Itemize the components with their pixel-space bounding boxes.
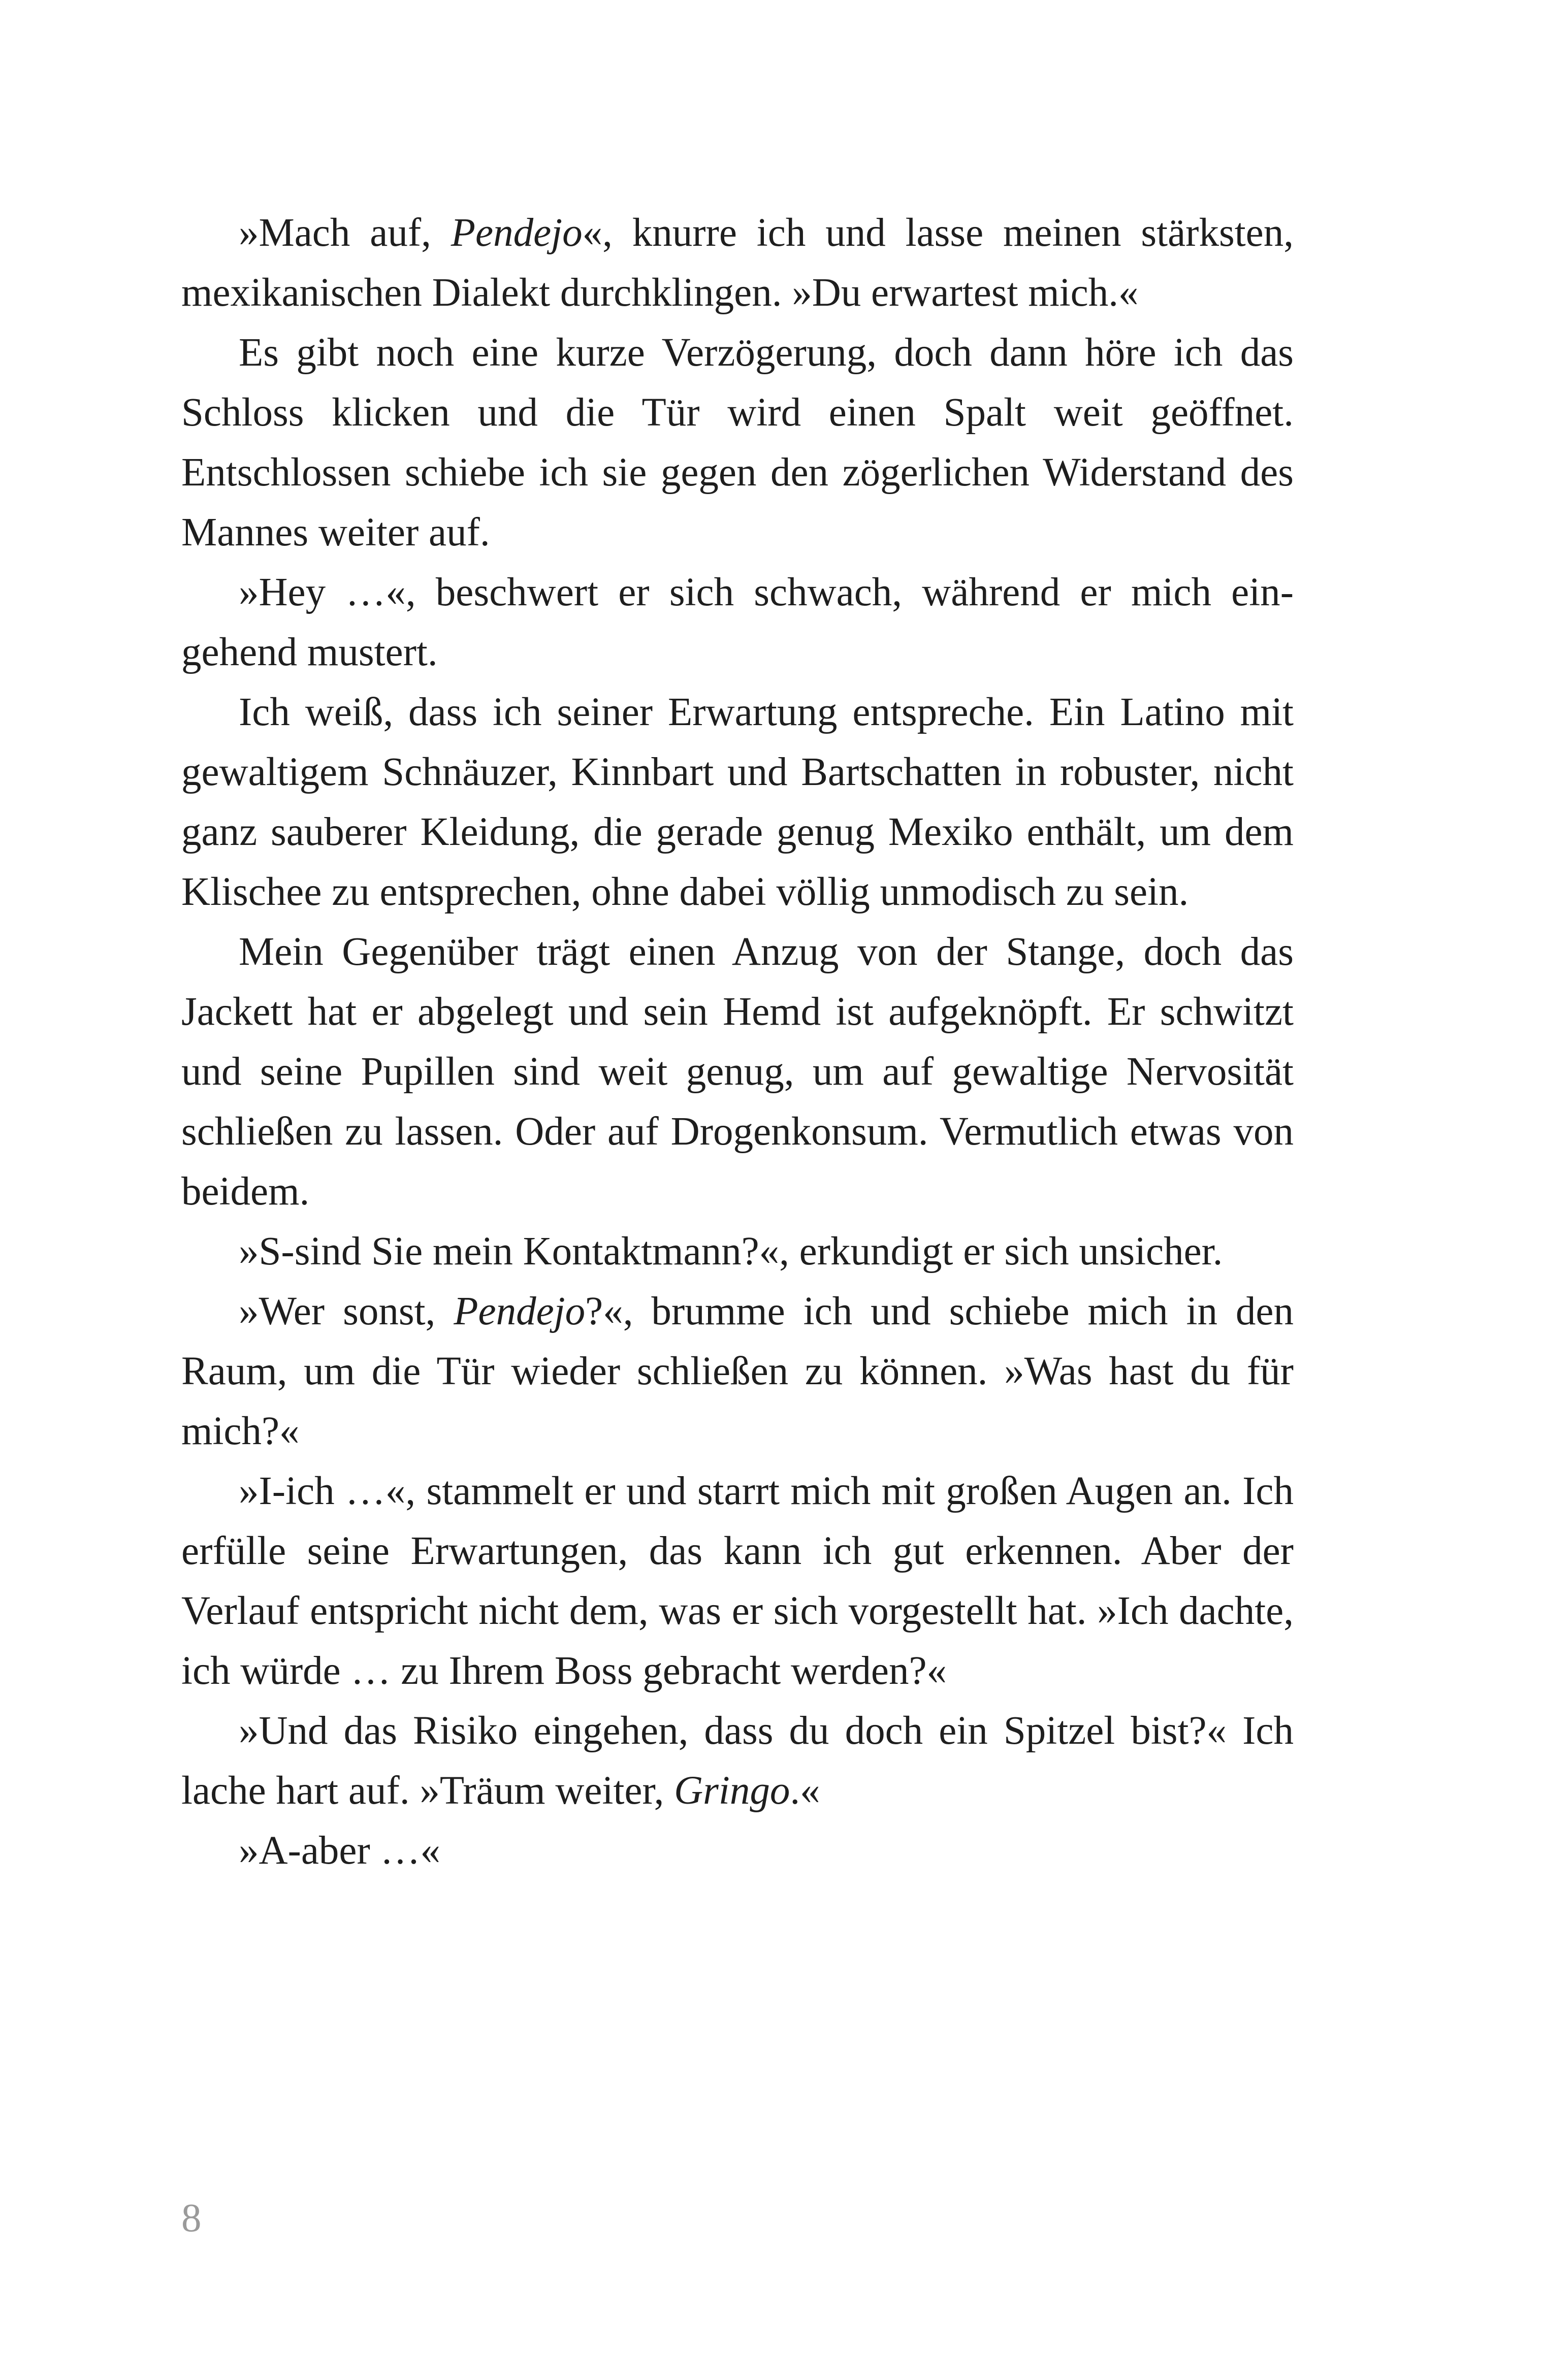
paragraph	[181, 1461, 1294, 1701]
text-run: »Und das Risiko eingehen, dass du doch ein Spitzel bist?« Ich lache hart auf. »Träum weiter,	[181, 1709, 1294, 1813]
italic-text: Pendejo	[451, 211, 583, 255]
paragraph	[181, 1821, 1294, 1881]
page-body	[181, 203, 1294, 1881]
paragraph	[181, 1282, 1294, 1461]
paragraph	[181, 203, 1294, 323]
text-run: Es gibt noch eine kurze Verzögerung, doch dann höre ich das Schloss klicken und die Tür wird einen Spalt weit geöffnet. Entschlossen schiebe ich sie gegen den zögerlichen Widerstand des Mannes weiter auf.	[181, 331, 1294, 555]
text-run: »S-sind Sie mein Kontaktmann?«, erkundigt er sich unsicher.	[239, 1229, 1223, 1274]
text-run: .«	[790, 1769, 820, 1813]
text-run: Mein Gegenüber trägt einen Anzug von der Stange, doch das Jackett hat er abgelegt und sein Hemd ist aufgeknöpft. Er schwitzt und seine Pupillen sind weit genug, um auf gewaltige Nervosität schließen zu lassen. Oder auf Drogenkonsum. Vermutlich etwas von beidem.	[181, 930, 1294, 1214]
text-run: »Mach auf,	[239, 211, 451, 255]
paragraph	[181, 1701, 1294, 1821]
paragraph	[181, 563, 1294, 682]
text-run: »Hey …«, beschwert er sich schwach, während er mich eingehend mustert.	[181, 570, 1294, 674]
text-run: »Wer sonst,	[239, 1289, 454, 1333]
paragraph	[181, 1222, 1294, 1282]
text-run: ?«, brumme ich und schiebe mich in den Raum, um die Tür wieder schließen zu können. »Was hast du für mich?«	[181, 1289, 1294, 1453]
paragraph	[181, 682, 1294, 922]
italic-text: Gringo	[674, 1769, 790, 1813]
italic-text: Pendejo	[454, 1289, 586, 1333]
paragraph	[181, 323, 1294, 563]
text-run: «, knurre ich und lasse meinen stärksten, mexikanischen Dialekt durchklingen. »Du erwartest mich.«	[181, 211, 1294, 315]
text-run: »I-ich …«, stammelt er und starrt mich mit großen Augen an. Ich erfülle seine Erwartungen, das kann ich gut erkennen. Aber der Verlauf entspricht nicht dem, was er sich vorgestellt hat. »Ich dachte, ich würde … zu Ihrem Boss gebracht werden?«	[181, 1469, 1294, 1693]
page-number: 8	[181, 2196, 202, 2240]
text-run: »A-aber …«	[239, 1829, 441, 1873]
text-run: Ich weiß, dass ich seiner Erwartung entspreche. Ein Latino mit gewaltigem Schnäuzer, Kinnbart und Bartschatten in robuster, nicht ganz sauberer Kleidung, die gerade genug Mexiko enthält, um dem Klischee zu entsprechen, ohne dabei völlig unmodisch zu sein.	[181, 690, 1294, 914]
paragraph	[181, 922, 1294, 1222]
